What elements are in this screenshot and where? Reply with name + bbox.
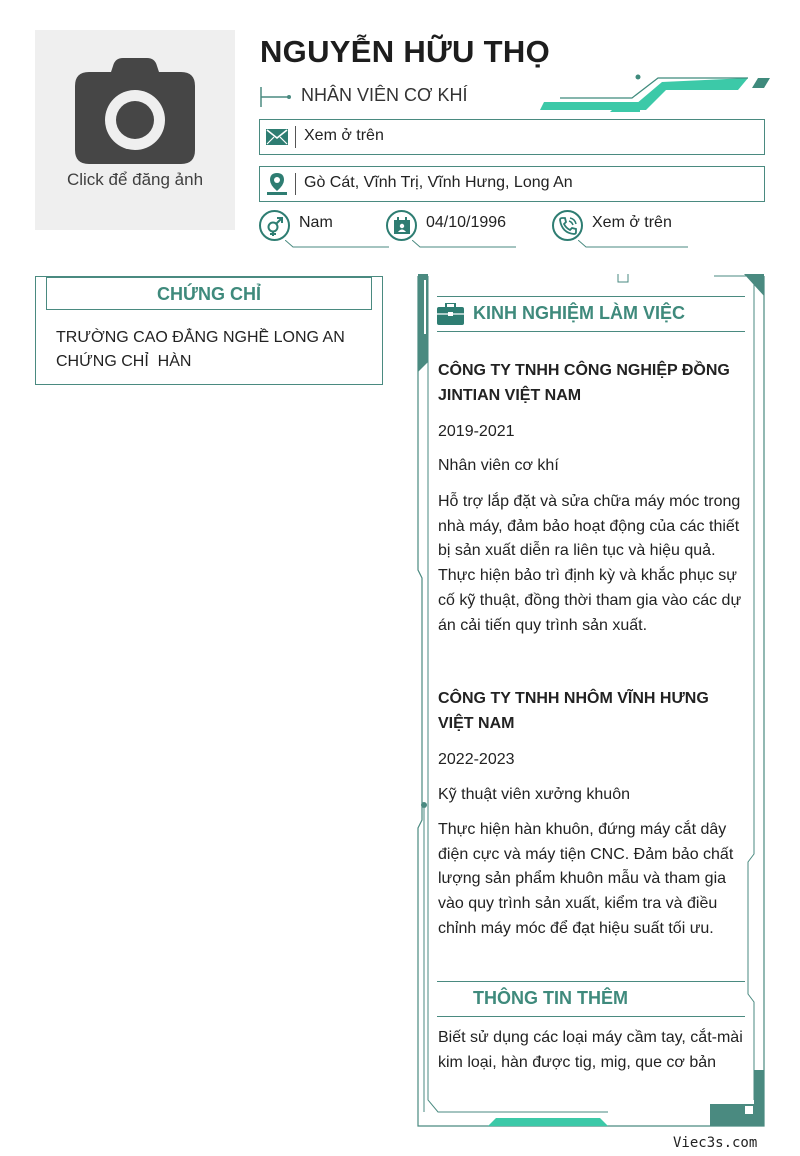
underline-decor <box>412 240 522 248</box>
underline-decor <box>285 240 395 248</box>
job-description: Hỗ trợ lắp đặt và sửa chữa máy móc trong nhà máy, đảm bảo hoạt động của các thiết bị sản xuất diễn ra liên tục và hiệu quả. Thực hiện bảo trì định kỳ và khắc phục sự cố kỹ thuật, đồng thời tham gia vào các dự án cải tiến quy trình sản xuất. <box>438 493 742 634</box>
address-field <box>259 166 765 202</box>
certificates-section <box>35 276 383 385</box>
email-field <box>259 119 765 155</box>
photo-caption: Click để đăng ảnh <box>66 170 204 189</box>
certificate-line: TRƯỜNG CAO ĐẲNG NGHỀ LONG AN <box>56 329 345 346</box>
job-period: 2019-2021 <box>438 423 515 440</box>
calendar-icon <box>393 217 411 235</box>
camera-icon <box>75 58 195 164</box>
location-pin-icon <box>267 173 287 195</box>
job-company: CÔNG TY TNHH NHÔM VĨNH HƯNG VIỆT NAM <box>438 690 709 732</box>
job-period: 2022-2023 <box>438 751 515 768</box>
experience-heading: KINH NGHIỆM LÀM VIỆC <box>473 303 686 323</box>
email-value: Xem ở trên <box>304 127 384 144</box>
phone-value: Xem ở trên <box>592 214 672 231</box>
certificates-heading: CHỨNG CHỈ <box>46 277 372 310</box>
photo-placeholder[interactable] <box>35 30 235 230</box>
address-value: Gò Cát, Vĩnh Trị, Vĩnh Hưng, Long An <box>304 174 573 191</box>
underline-decor <box>578 240 688 248</box>
additional-text: Biết sử dụng các loại máy cầm tay, cắt-mài kim loại, hàn được tig, mig, que cơ bản <box>438 1029 743 1071</box>
watermark: Viec3s.com <box>673 1135 758 1151</box>
candidate-name: NGUYỄN HỮU THỌ <box>260 34 550 69</box>
field-separator <box>295 126 296 148</box>
header-decor-graphic <box>540 74 772 114</box>
envelope-icon <box>266 129 288 145</box>
certificate-line: CHỨNG CHỈ HÀN <box>56 353 192 370</box>
additional-heading: THÔNG TIN THÊM <box>473 988 628 1008</box>
birthday-value: 04/10/1996 <box>426 214 507 231</box>
job-title: NHÂN VIÊN CƠ KHÍ <box>301 85 468 105</box>
title-decor-line <box>260 87 294 107</box>
job-role: Kỹ thuật viên xưởng khuôn <box>438 786 630 803</box>
gender-value: Nam <box>299 214 333 231</box>
job-role: Nhân viên cơ khí <box>438 457 559 474</box>
additional-heading-bar <box>437 981 745 1017</box>
gender-icon <box>265 216 285 236</box>
experience-heading-bar <box>437 296 745 332</box>
job-description: Thực hiện hàn khuôn, đứng máy cắt dây điện cực và máy tiện CNC. Đảm bảo chất lượng sản phẩm khuôn mẫu và tham gia vào quy trình sản xuất, kiểm tra và điều chỉnh máy móc để đạt hiệu suất tối ưu. <box>438 821 734 937</box>
certificates-list <box>56 326 345 374</box>
phone-icon <box>558 216 578 236</box>
briefcase-icon <box>437 303 464 325</box>
field-separator <box>295 173 296 195</box>
job-company: CÔNG TY TNHH CÔNG NGHIỆP ĐỒNG JINTIAN VIỆT NAM <box>438 362 730 404</box>
